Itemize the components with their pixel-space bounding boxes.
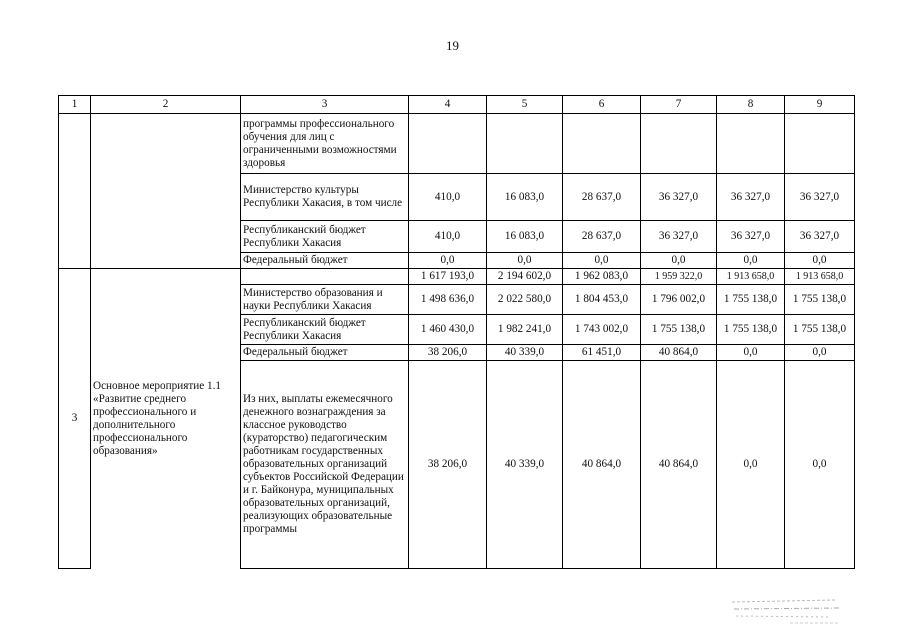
header-cell: 2 [91,96,241,114]
row-label: Из них, выплаты ежемесячного денежного вознаграждения за классное руководство (кураторство) педагогическим работникам государственных образовательных организаций субъектов Российской Федерации и г. Байконура, муниципальных образовательных организаций, реализующих образовательные программы [241,361,409,569]
value-cell: 40 339,0 [487,361,563,569]
value-cell: 61 451,0 [563,345,641,361]
value-cell: 0,0 [487,253,563,269]
value-cell: 1 617 193,0 [409,269,487,285]
value-cell: 2 022 580,0 [487,285,563,315]
header-cell: 3 [241,96,409,114]
value-cell: 1 796 002,0 [641,285,717,315]
value-cell: 36 327,0 [717,174,785,221]
value-cell: 1 804 453,0 [563,285,641,315]
value-cell: 1 755 138,0 [717,315,785,345]
row-label: Министерство культуры Республики Хакасия, в том числе [241,174,409,221]
value-cell: 40 339,0 [487,345,563,361]
value-cell [717,114,785,174]
row-label: Республиканский бюджет Республики Хакасия [241,221,409,253]
value-cell: 0,0 [409,253,487,269]
value-cell: 0,0 [717,345,785,361]
row-label [241,269,409,285]
value-cell: 1 743 002,0 [563,315,641,345]
table-row [59,269,855,285]
value-cell: 1 755 138,0 [785,285,855,315]
value-cell [641,114,717,174]
value-cell: 36 327,0 [717,221,785,253]
header-cell: 9 [785,96,855,114]
budget-table [58,95,855,569]
row-label: Министерство образования и науки Республики Хакасия [241,285,409,315]
row-label: программы профессионального обучения для лиц с ограниченными возможностями здоровья [241,114,409,174]
value-cell: 2 194 602,0 [487,269,563,285]
empty-cell [59,114,91,269]
value-cell: 410,0 [409,221,487,253]
value-cell: 1 755 138,0 [641,315,717,345]
value-cell: 1 755 138,0 [717,285,785,315]
row-label: Федеральный бюджет [241,253,409,269]
value-cell: 36 327,0 [785,174,855,221]
value-cell: 38 206,0 [409,361,487,569]
header-cell: 8 [717,96,785,114]
header-cell: 6 [563,96,641,114]
header-cell: 1 [59,96,91,114]
value-cell: 1 982 241,0 [487,315,563,345]
page-number: 19 [446,38,459,53]
value-cell: 36 327,0 [641,174,717,221]
value-cell: 0,0 [785,361,855,569]
value-cell: 0,0 [717,253,785,269]
value-cell: 1 962 083,0 [563,269,641,285]
value-cell: 1 959 322,0 [641,269,717,285]
value-cell: 36 327,0 [641,221,717,253]
value-cell: 1 755 138,0 [785,315,855,345]
value-cell: 0,0 [785,345,855,361]
header-cell: 5 [487,96,563,114]
value-cell: 16 083,0 [487,221,563,253]
value-cell [409,114,487,174]
value-cell: 410,0 [409,174,487,221]
value-cell: 38 206,0 [409,345,487,361]
section-title: Основное мероприятие 1.1 «Развитие среднего профессионального и дополнительного профессионального образования» [91,269,241,569]
value-cell: 28 637,0 [563,174,641,221]
value-cell: 1 460 430,0 [409,315,487,345]
header-cell: 4 [409,96,487,114]
row-label: Республиканский бюджет Республики Хакасия [241,315,409,345]
value-cell: 16 083,0 [487,174,563,221]
row-label: Федеральный бюджет [241,345,409,361]
value-cell: 1 498 636,0 [409,285,487,315]
value-cell [785,114,855,174]
value-cell: 0,0 [717,361,785,569]
value-cell: 0,0 [641,253,717,269]
scan-stamp-mark [730,596,842,626]
value-cell [563,114,641,174]
table-row [59,114,855,174]
value-cell: 0,0 [563,253,641,269]
header-row [59,96,855,114]
empty-cell [91,114,241,269]
value-cell: 40 864,0 [641,345,717,361]
header-cell: 7 [641,96,717,114]
value-cell: 1 913 658,0 [717,269,785,285]
value-cell: 0,0 [785,253,855,269]
value-cell: 40 864,0 [641,361,717,569]
value-cell [487,114,563,174]
value-cell: 36 327,0 [785,221,855,253]
value-cell: 28 637,0 [563,221,641,253]
section-number: 3 [59,269,91,569]
value-cell: 40 864,0 [563,361,641,569]
value-cell: 1 913 658,0 [785,269,855,285]
